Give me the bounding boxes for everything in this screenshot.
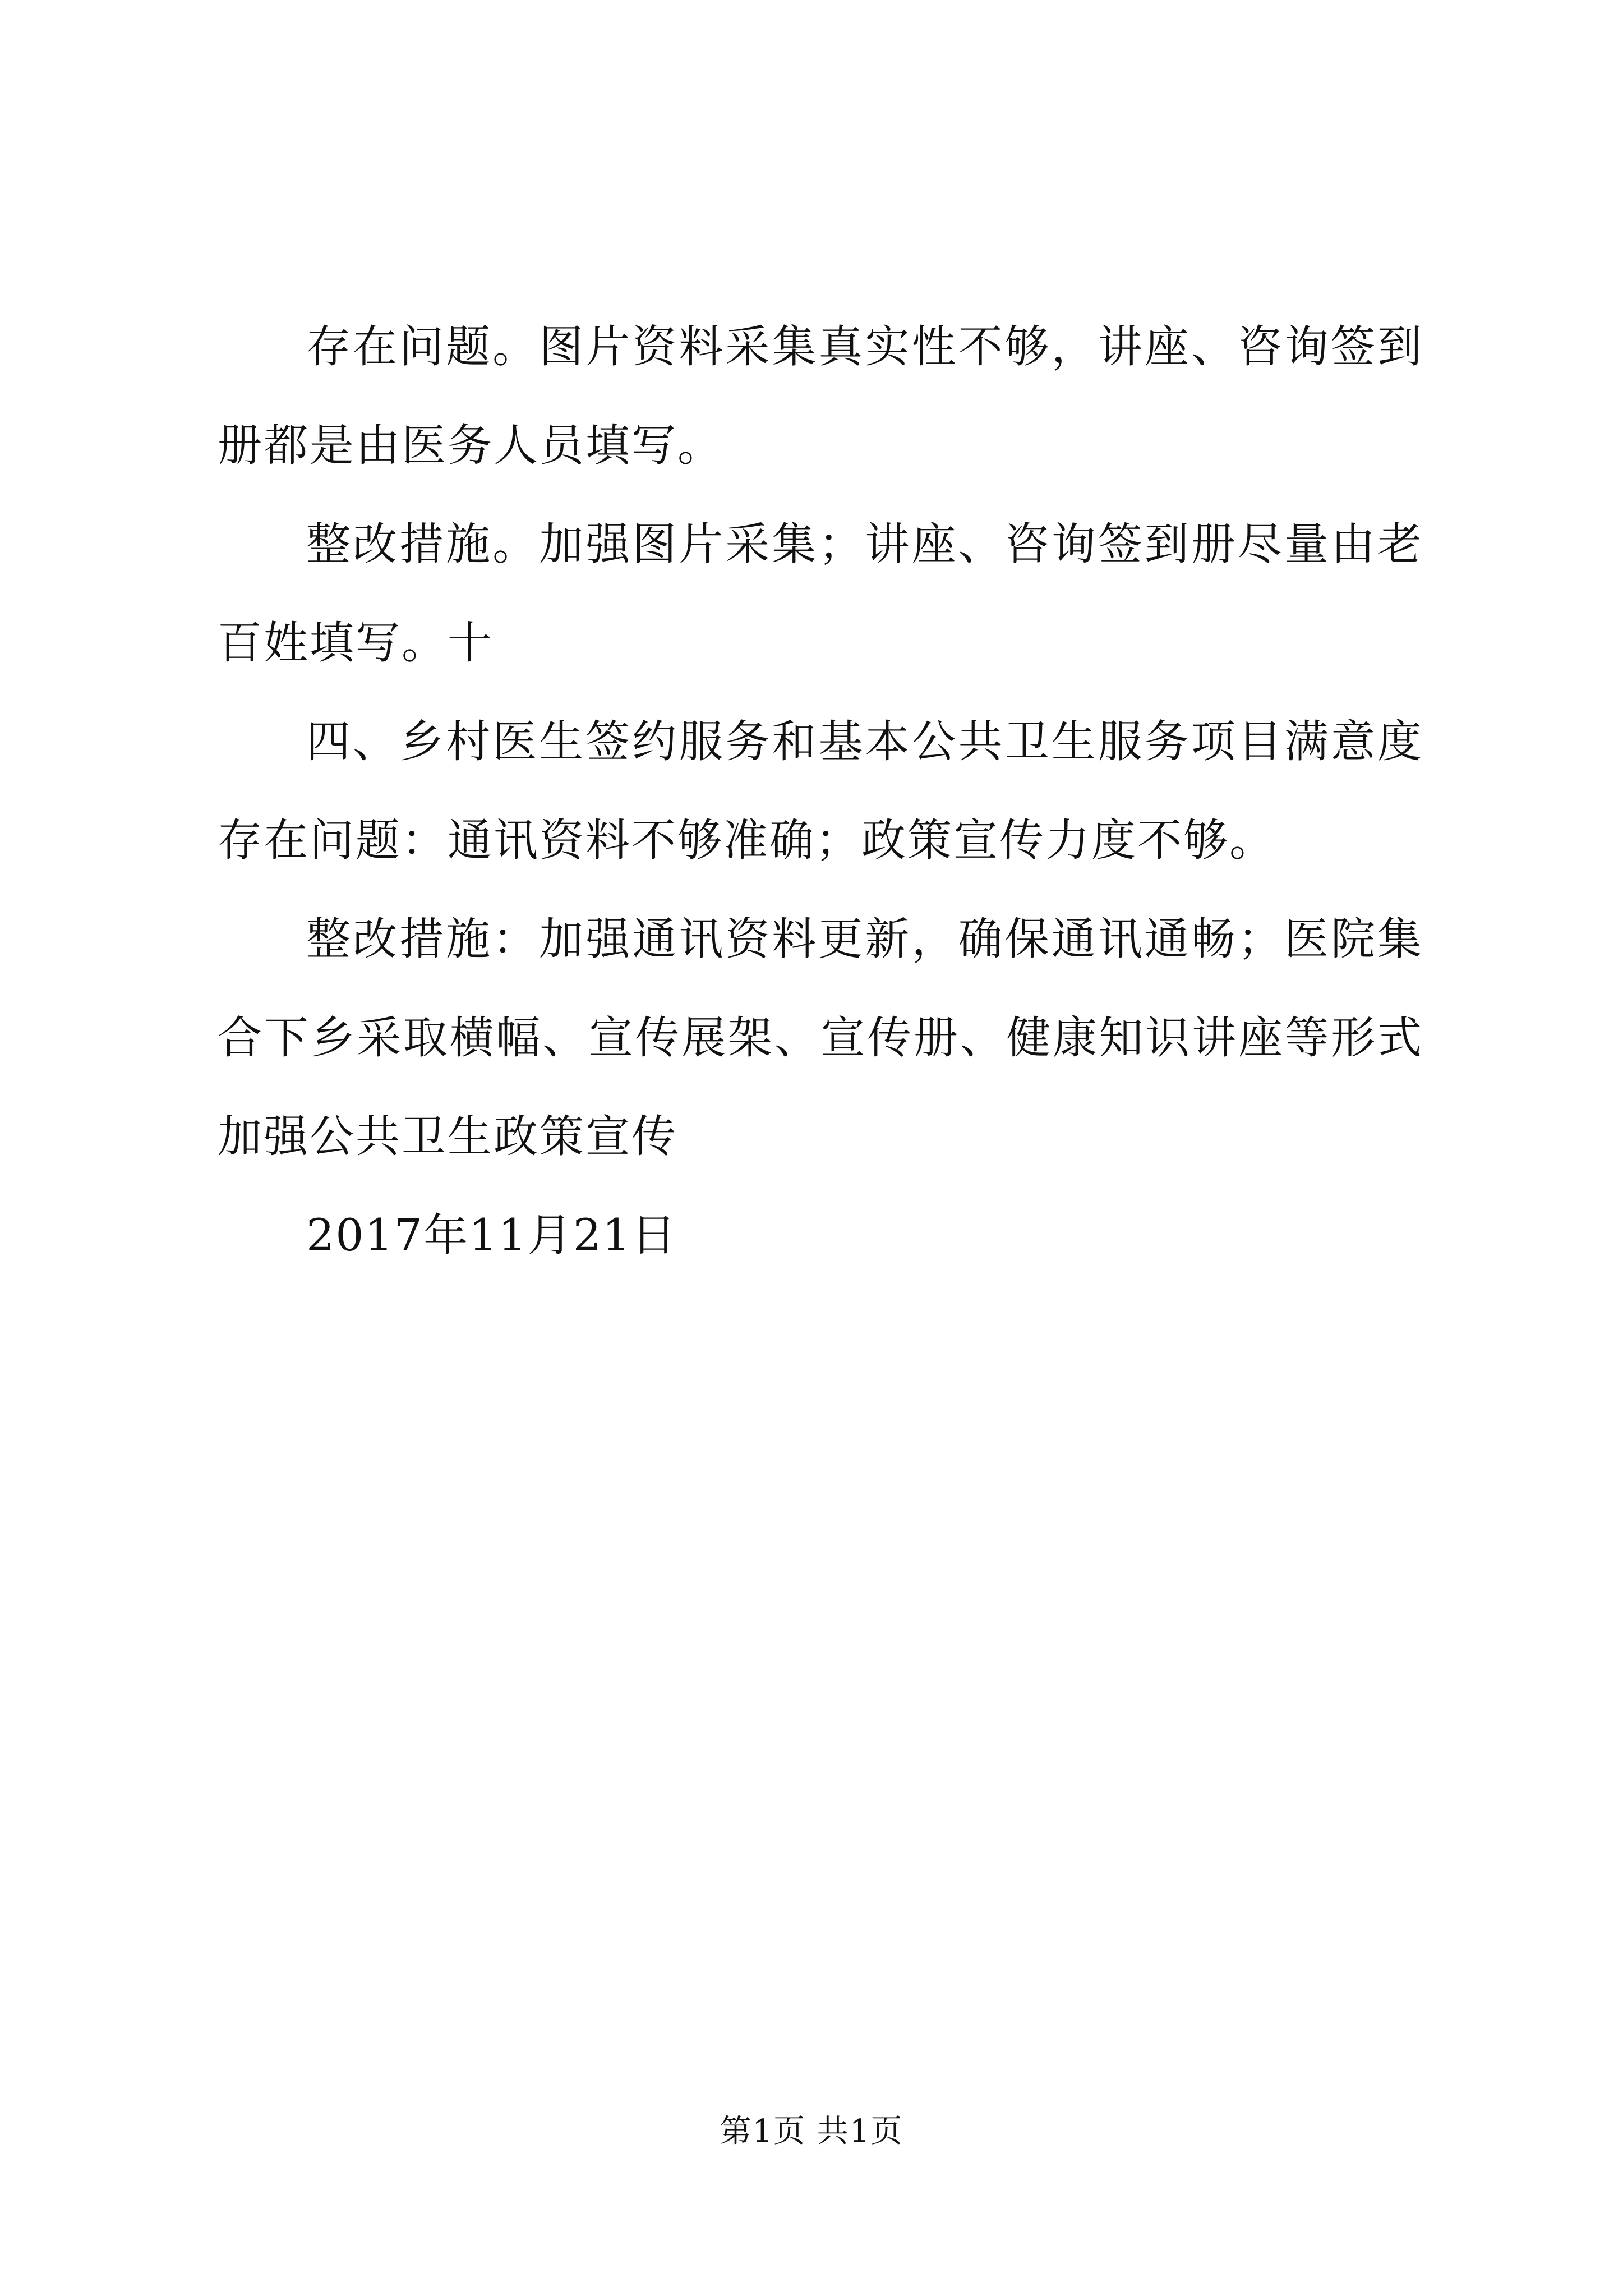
document-body <box>218 297 1423 1285</box>
page-footer: 第1页 共1页 <box>720 2113 903 2150</box>
paragraph-problem-materials: 存在问题。图片资料采集真实性不够，讲座、咨询签到册都是由医务人员填写。 <box>218 321 1423 471</box>
paragraph-problem-satisfaction: 四、乡村医生签约服务和基本公共卫生服务项目满意度存在问题：通讯资料不够准确；政策宣传力度不够。 <box>218 716 1423 866</box>
paragraph-measure-materials: 整改措施。加强图片采集；讲座、咨询签到册尽量由老百姓填写。十 <box>218 518 1423 669</box>
paragraph-measure-satisfaction: 整改措施：加强通讯资料更新，确保通讯通畅；医院集合下乡采取横幅、宣传展架、宣传册、健康知识讲座等形式加强公共卫生政策宣传 <box>218 913 1423 1162</box>
document-date: 2017年11月21日 <box>306 1209 677 1261</box>
